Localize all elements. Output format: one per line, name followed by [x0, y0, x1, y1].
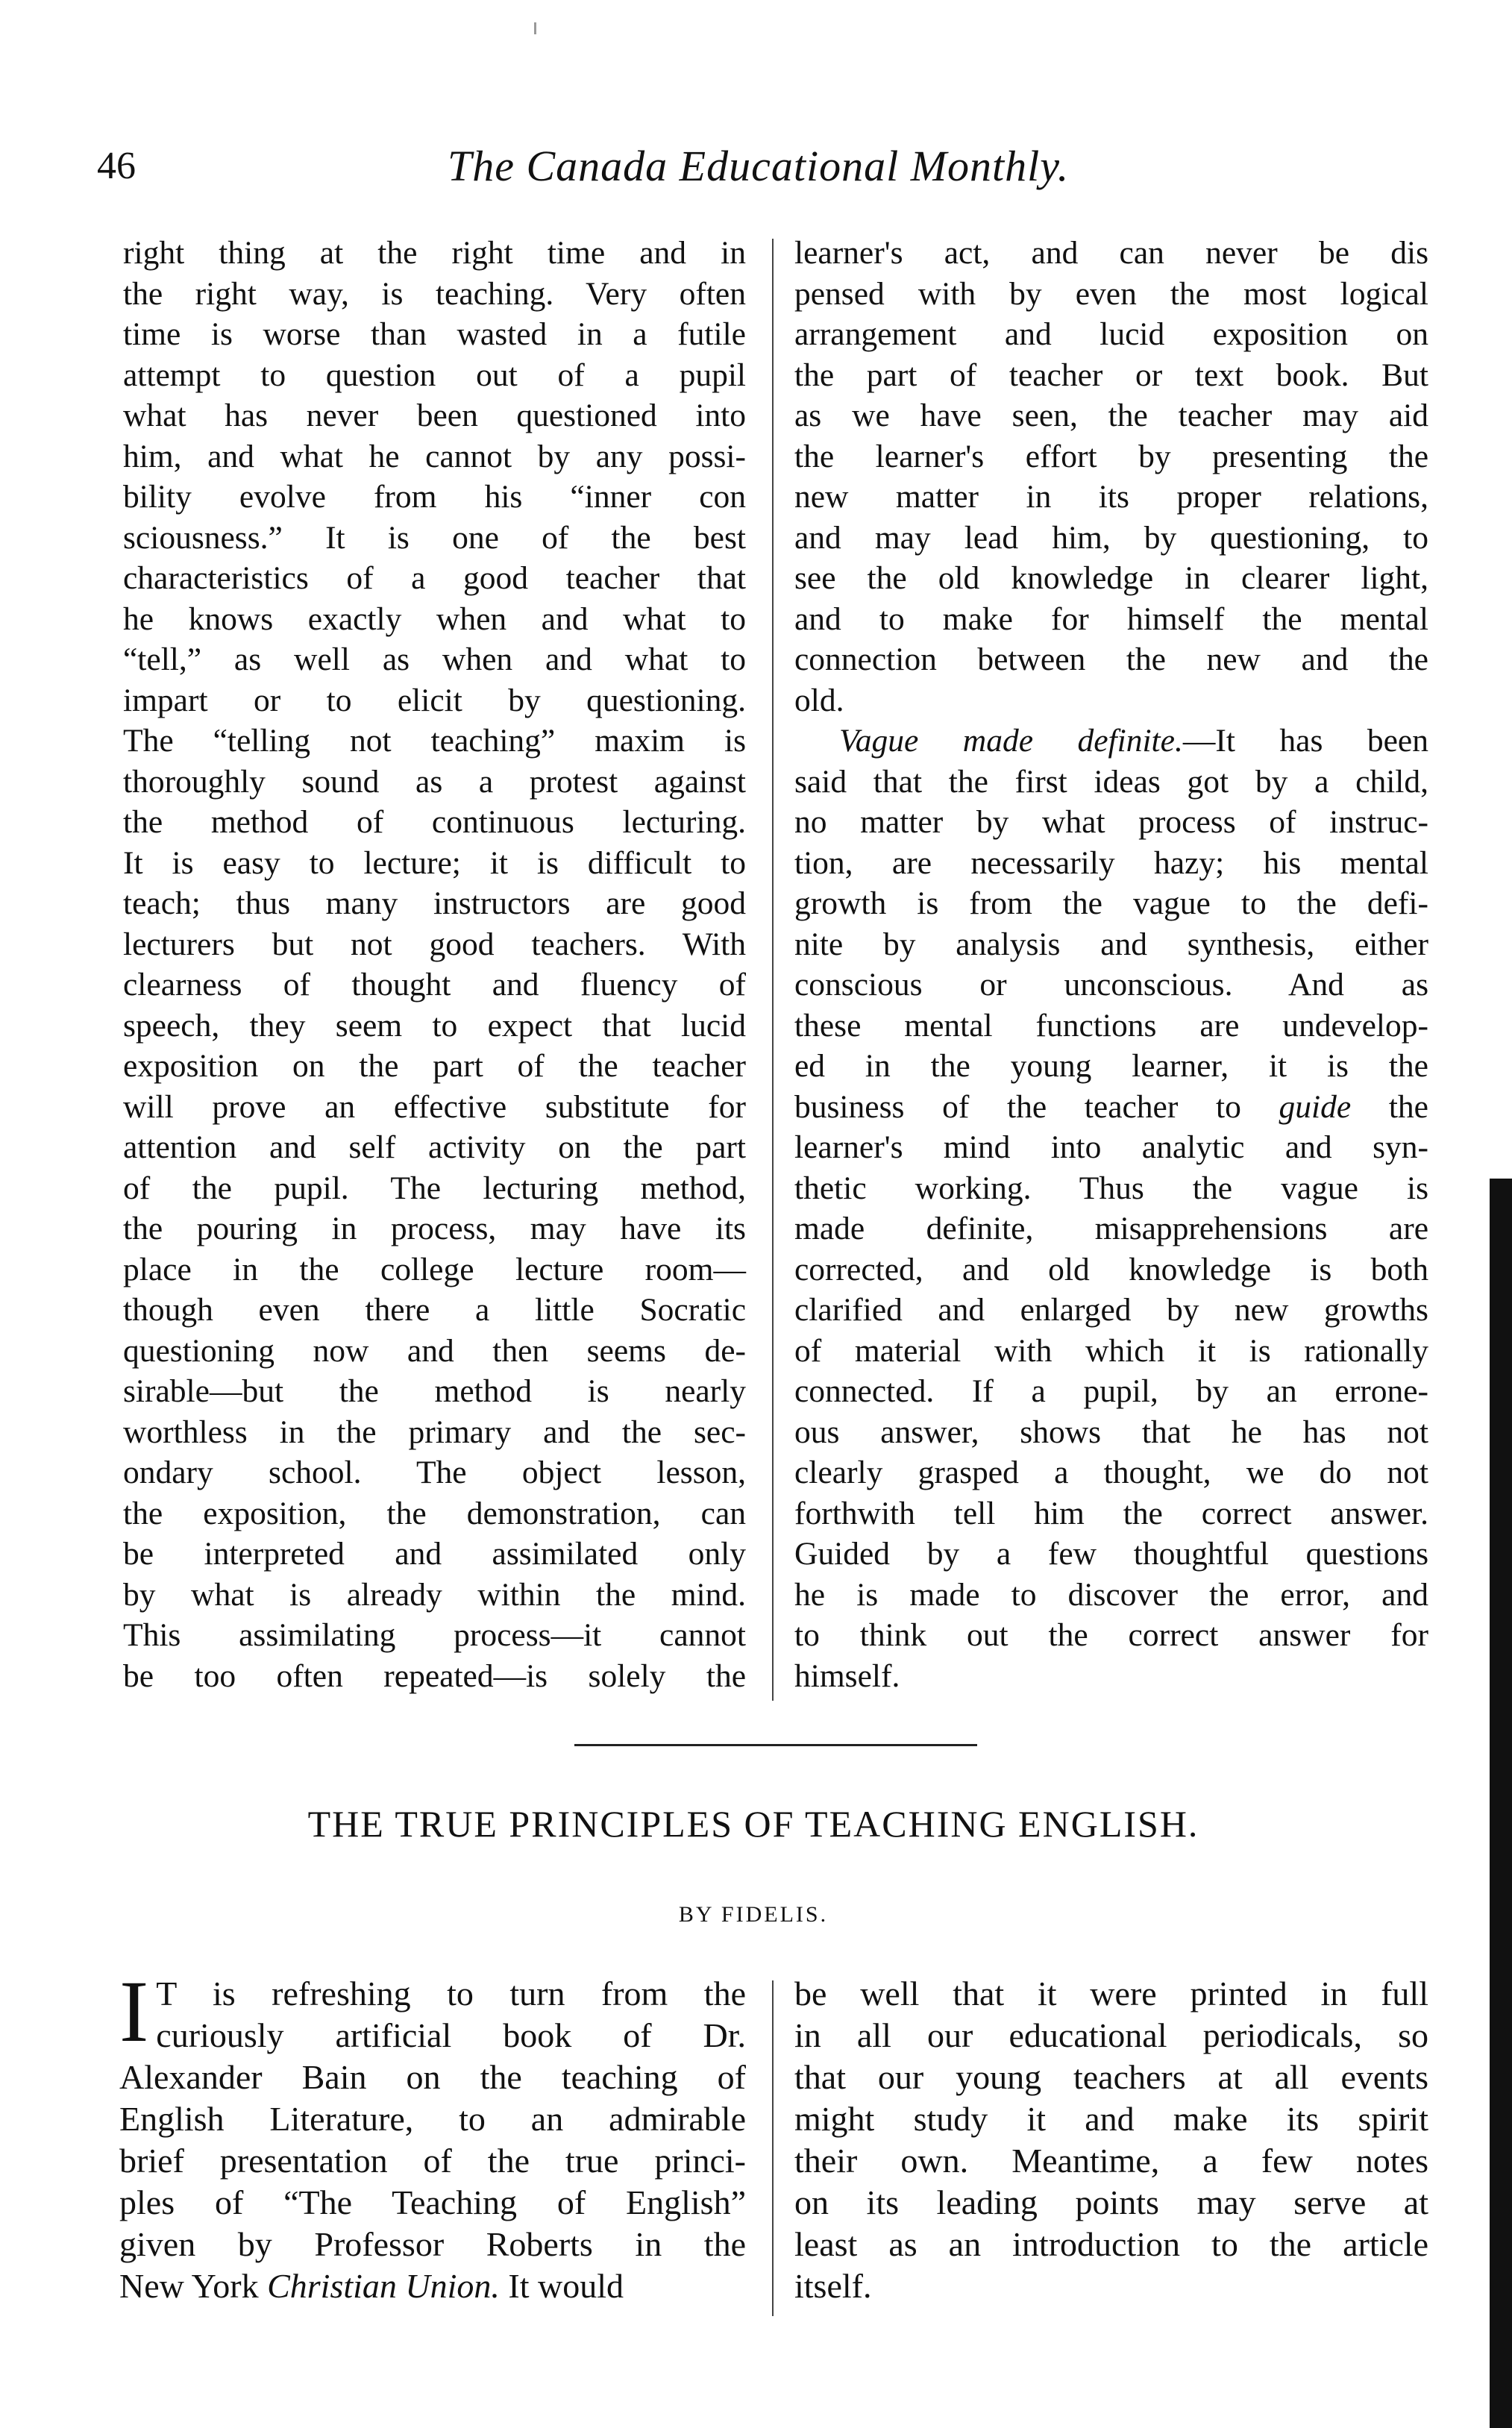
- guide-line-start: business of the teacher to: [794, 1088, 1241, 1125]
- text-line: nite by analysis and synthesis, either: [794, 926, 1428, 962]
- text-line: impart or to elicit by questioning.: [123, 682, 746, 718]
- text-line: least as an introduction to the article: [794, 2225, 1428, 2263]
- text-line: old.: [794, 682, 844, 718]
- text-line: see the old knowledge in clearer light,: [794, 560, 1428, 596]
- article-last-left-line: [119, 2265, 746, 2307]
- text-line: what has never been questioned into: [123, 398, 746, 433]
- article-right-column: [794, 1973, 1428, 2307]
- text-line: and to make for himself the mental: [794, 600, 1428, 637]
- text-line: brief presentation of the true princi-: [119, 2142, 746, 2180]
- text-line: learner's mind into analytic and syn-: [794, 1129, 1428, 1165]
- text-line: forthwith tell him the correct answer.: [794, 1495, 1428, 1531]
- text-line: he knows exactly when and what to: [123, 600, 746, 637]
- text-line: the part of teacher or text book. But: [794, 357, 1428, 393]
- text-line: place in the college lecture room—: [123, 1251, 746, 1287]
- text-line: It is easy to lecture; it is difficult to: [123, 844, 746, 881]
- text-line: ples of “The Teaching of English”: [119, 2183, 746, 2221]
- guide-line: [794, 1087, 1428, 1128]
- text-line: given by Professor Roberts in the: [119, 2225, 746, 2263]
- page-header: [97, 137, 1410, 196]
- text-line: learner's act, and can never be dis: [794, 235, 1428, 271]
- article-left-lines: [119, 1963, 746, 2265]
- text-line: characteristics of a good teacher that: [123, 560, 746, 596]
- text-line: pensed with by even the most logical: [794, 275, 1428, 312]
- journal-title: The Canada Educational Monthly.: [448, 142, 1070, 190]
- article-byline: BY FIDELIS.: [678, 1902, 829, 1927]
- text-line: sciousness.” It is one of the best: [123, 519, 746, 556]
- text-line: time is worse than wasted in a futile: [123, 316, 746, 352]
- text-line: attempt to question out of a pupil: [123, 357, 746, 393]
- text-line: him, and what he cannot by any possi-: [123, 438, 746, 474]
- top-left-column: [123, 233, 746, 1696]
- text-line: and may lead him, by questioning, to: [794, 519, 1428, 556]
- text-line: “tell,” as well as when and what to: [123, 641, 746, 677]
- last-line-end: It would: [499, 2267, 624, 2305]
- text-line: of the pupil. The lecturing method,: [123, 1170, 746, 1206]
- text-line: ondary school. The object lesson,: [123, 1455, 746, 1490]
- text-line: the exposition, the demonstration, can: [123, 1495, 746, 1531]
- text-line: the pouring in process, may have its: [123, 1211, 746, 1246]
- page-speck: [534, 22, 536, 34]
- article-title: THE TRUE PRINCIPLES OF TEACHING ENGLISH.: [307, 1803, 1199, 1845]
- text-line: the right way, is teaching. Very often: [123, 275, 746, 312]
- text-line: lecturers but not good teachers. With: [123, 926, 746, 962]
- text-line: be well that it were printed in full: [794, 1974, 1428, 2013]
- article-left-column: [119, 1963, 746, 2307]
- text-line: clearness of thought and fluency of: [123, 967, 746, 1003]
- vague-line-rest: —It has been: [1182, 723, 1428, 759]
- text-line: be interpreted and assimilated only: [123, 1536, 746, 1572]
- text-line: though even there a little Socratic: [123, 1292, 746, 1328]
- text-line: the method of continuous lecturing.: [123, 804, 746, 840]
- text-line: made definite, misapprehensions are: [794, 1211, 1428, 1246]
- text-line: itself.: [794, 2267, 872, 2305]
- text-line: arrangement and lucid exposition on: [794, 316, 1428, 352]
- text-line: the learner's effort by presenting the: [794, 438, 1428, 474]
- text-line: no matter by what process of instruc-: [794, 804, 1428, 840]
- drop-cap: I: [119, 1963, 149, 2060]
- column-divider: [772, 239, 774, 1701]
- text-line: said that the first ideas got by a child,: [794, 763, 1428, 800]
- text-line: on its leading points may serve at: [794, 2183, 1428, 2221]
- text-line: sirable—but the method is nearly: [123, 1373, 746, 1409]
- text-line: connection between the new and the: [794, 641, 1428, 677]
- vague-heading-line: [794, 721, 1428, 762]
- text-line: worthless in the primary and the sec-: [123, 1414, 746, 1450]
- paragraph-vague: [794, 762, 1428, 1087]
- page-number: 46: [97, 145, 136, 187]
- text-line: as we have seen, the teacher may aid: [794, 398, 1428, 433]
- text-line: himself.: [794, 1657, 900, 1694]
- text-line: be too often repeated—is solely the: [123, 1657, 746, 1694]
- paragraph-vague-cont: [794, 1127, 1428, 1696]
- text-line: ous answer, shows that he has not: [794, 1414, 1428, 1450]
- text-line: their own. Meantime, a few notes: [794, 2142, 1428, 2180]
- text-line: This assimilating process—it cannot: [123, 1617, 746, 1653]
- text-line: these mental functions are undevelop-: [794, 1007, 1428, 1044]
- text-line: of material with which it is rationally: [794, 1332, 1428, 1369]
- text-line: growth is from the vague to the defi-: [794, 885, 1428, 921]
- text-line: right thing at the right time and in: [123, 235, 746, 271]
- text-line: clarified and enlarged by new growths: [794, 1292, 1428, 1328]
- text-line: questioning now and then seems de-: [123, 1332, 746, 1369]
- text-line: to think out the correct answer for: [794, 1617, 1428, 1653]
- text-line: by what is already within the mind.: [123, 1576, 746, 1613]
- text-line: ed in the young learner, it is the: [794, 1048, 1428, 1084]
- text-line: tion, are necessarily hazy; his mental: [794, 844, 1428, 881]
- text-line: thetic working. Thus the vague is: [794, 1170, 1428, 1206]
- text-line: he is made to discover the error, and: [794, 1576, 1428, 1613]
- text-line: might study it and make its spirit: [794, 2100, 1428, 2138]
- text-line: clearly grasped a thought, we do not: [794, 1455, 1428, 1490]
- text-line: thoroughly sound as a protest against: [123, 763, 746, 800]
- last-line-start: New York: [119, 2267, 268, 2305]
- section-rule: [574, 1744, 977, 1746]
- christian-union: Christian Union.: [267, 2267, 500, 2305]
- text-line: new matter in its proper relations,: [794, 479, 1428, 515]
- text-line: English Literature, to an admirable: [119, 2100, 746, 2138]
- text-line: Guided by a few thoughtful questions: [794, 1536, 1428, 1572]
- vague-heading: Vague made definite.: [839, 723, 1183, 759]
- text-line: bility evolve from his “inner con: [123, 479, 746, 515]
- paragraph-continuation: [794, 233, 1428, 721]
- text-line: T is refreshing to turn from the: [156, 1974, 746, 2013]
- top-right-column: [794, 233, 1428, 1696]
- column-divider-bottom: [772, 1980, 774, 2316]
- text-line: connected. If a pupil, by an errone-: [794, 1373, 1428, 1409]
- text-line: curiously artificial book of Dr.: [156, 2016, 746, 2054]
- text-line: teach; thus many instructors are good: [123, 885, 746, 921]
- text-line: conscious or unconscious. And as: [794, 967, 1428, 1003]
- text-line: will prove an effective substitute for: [123, 1088, 746, 1125]
- text-line: speech, they seem to expect that lucid: [123, 1007, 746, 1044]
- text-line: Alexander Bain on the teaching of: [119, 2058, 746, 2096]
- text-line: attention and self activity on the part: [123, 1129, 746, 1165]
- text-line: corrected, and old knowledge is both: [794, 1251, 1428, 1287]
- text-line: in all our educational periodicals, so: [794, 2016, 1428, 2054]
- guide-line-rest: the: [1351, 1088, 1428, 1125]
- guide-word: guide: [1279, 1088, 1352, 1125]
- text-line: exposition on the part of the teacher: [123, 1048, 746, 1084]
- page-edge-shadow: [1490, 1179, 1512, 2428]
- text-line: The “telling not teaching” maxim is: [123, 723, 746, 759]
- text-line: that our young teachers at all events: [794, 2058, 1428, 2096]
